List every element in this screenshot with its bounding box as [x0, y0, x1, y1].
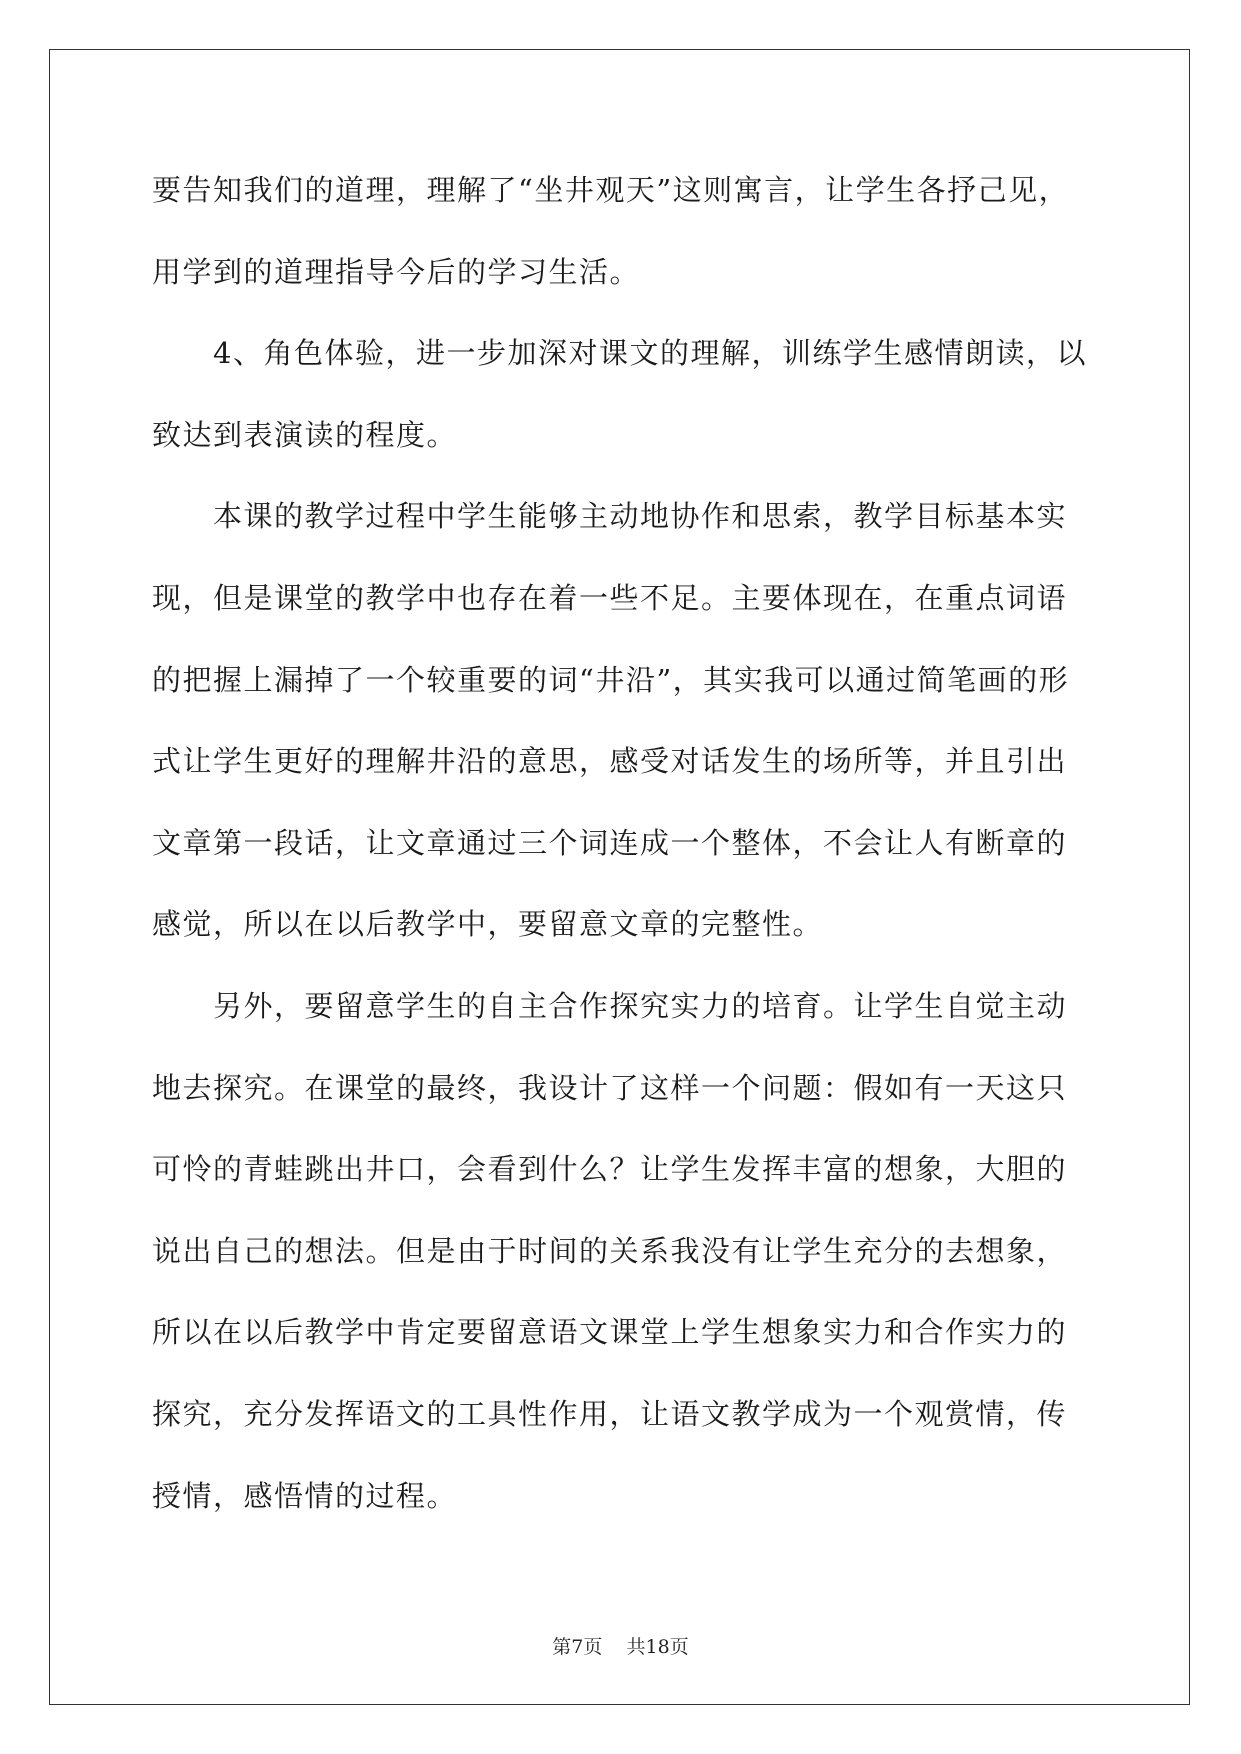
page-footer: [0, 1632, 1241, 1659]
footer-separator: [602, 1636, 626, 1658]
text-line: 4、角色体验，进一步加深对课文的理解，训练学生感情朗读，以: [152, 336, 1087, 371]
text-line: 要告知我们的道理，理解了“坐井观天”这则寓言，让学生各抒己见，: [152, 173, 1070, 207]
text-line: 探究，充分发挥语文的工具性作用，让语文教学成为一个观赏情，传: [152, 1396, 1068, 1431]
text-line: 致达到表演读的程度。: [152, 417, 458, 452]
text-line: 用学到的道理指导今后的学习生活。: [152, 254, 641, 289]
document-body: [152, 150, 1092, 1537]
current-page-number: 第7页: [552, 1636, 603, 1658]
text-line: 文章第一段话，让文章通过三个词连成一个整体，不会让人有断章的: [152, 825, 1068, 860]
total-pages: 共18页: [626, 1636, 689, 1658]
text-line: 本课的教学过程中学生能够主动地协作和思索，教学目标基本实: [152, 499, 1068, 534]
text-line: 地去探究。在课堂的最终，我设计了这样一个问题：假如有一天这只: [152, 1070, 1068, 1105]
text-line: 授情，感悟情的过程。: [152, 1478, 458, 1513]
text-line: 的把握上漏掉了一个较重要的词“井沿”，其实我可以通过简笔画的形: [152, 662, 1070, 697]
text-line: 现，但是课堂的教学中也存在着一些不足。主要体现在，在重点词语: [152, 580, 1068, 615]
text-line: 说出自己的想法。但是由于时间的关系我没有让学生充分的去想象，: [152, 1233, 1068, 1268]
text-line: 所以在以后教学中肯定要留意语文课堂上学生想象实力和合作实力的: [152, 1315, 1068, 1350]
text-line: 可怜的青蛙跳出井口，会看到什么？让学生发挥丰富的想象，大胆的: [152, 1152, 1068, 1187]
text-line: 式让学生更好的理解井沿的意思，感受对话发生的场所等，并且引出: [152, 744, 1068, 779]
text-line: 感觉，所以在以后教学中，要留意文章的完整性。: [152, 907, 824, 942]
text-line: 另外，要留意学生的自主合作探究实力的培育。让学生自觉主动: [152, 988, 1068, 1023]
